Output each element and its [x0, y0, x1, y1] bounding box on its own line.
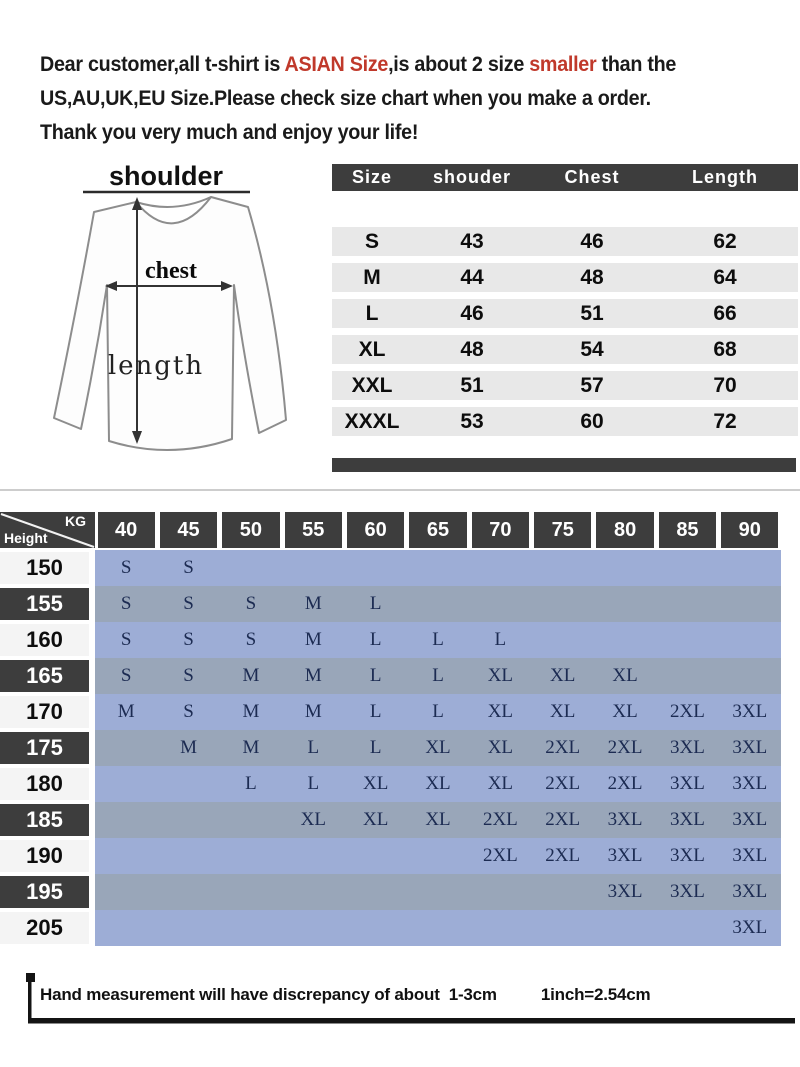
matrix-size-cell — [719, 658, 781, 694]
matrix-size-cell: 3XL — [594, 802, 656, 838]
size-table-cell-shoulder: 51 — [460, 373, 484, 397]
size-table-row — [332, 335, 798, 364]
matrix-size-cell: 3XL — [719, 766, 781, 802]
measurement-note: Hand measurement will have discrepancy of about 1-3cm — [40, 985, 497, 1004]
matrix-size-cell — [220, 874, 282, 910]
shoulder-label: shoulder — [108, 161, 224, 191]
matrix-size-cell: 3XL — [656, 766, 718, 802]
matrix-size-cell — [594, 622, 656, 658]
matrix-size-cell: 2XL — [532, 838, 594, 874]
notice-line-3: Thank you very much and enjoy your life! — [40, 121, 419, 144]
section-divider — [0, 489, 800, 491]
matrix-size-cell: S — [157, 658, 219, 694]
matrix-size-cell — [719, 622, 781, 658]
matrix-size-cell: S — [157, 550, 219, 586]
size-table-cell-size: XL — [358, 337, 386, 361]
matrix-size-cell — [469, 874, 531, 910]
matrix-size-cell: M — [157, 730, 219, 766]
matrix-size-cell: M — [282, 622, 344, 658]
matrix-size-cell: XL — [282, 802, 344, 838]
matrix-size-cell — [95, 730, 157, 766]
matrix-size-cell — [407, 550, 469, 586]
size-table-cell-chest: 60 — [580, 409, 604, 433]
size-table-cell-chest: 48 — [580, 265, 604, 289]
matrix-row — [0, 658, 781, 694]
matrix-size-cell — [532, 550, 594, 586]
size-table-row — [332, 263, 798, 292]
matrix-size-cell: 3XL — [656, 874, 718, 910]
size-table-header-length: Length — [692, 167, 758, 187]
matrix-size-cell — [282, 550, 344, 586]
matrix-size-cell — [469, 550, 531, 586]
size-table-row — [332, 227, 798, 256]
matrix-row — [0, 550, 781, 586]
matrix-size-cell — [407, 586, 469, 622]
matrix-size-cell — [95, 838, 157, 874]
size-table-cell-chest: 57 — [580, 373, 604, 397]
matrix-weight-label: 45 — [160, 512, 217, 548]
matrix-weight-label: 90 — [721, 512, 778, 548]
matrix-row — [0, 910, 781, 946]
matrix-size-cell — [282, 910, 344, 946]
matrix-size-cell: 3XL — [719, 874, 781, 910]
size-table-header-shoulder: shouder — [432, 167, 511, 187]
matrix-size-cell: 3XL — [719, 694, 781, 730]
matrix-size-cell: 3XL — [656, 838, 718, 874]
matrix-size-cell: L — [344, 622, 406, 658]
matrix-row — [0, 766, 781, 802]
matrix-size-cell — [594, 550, 656, 586]
matrix-size-cell: M — [220, 658, 282, 694]
matrix-height-label: 150 — [0, 552, 89, 584]
matrix-size-cell — [157, 874, 219, 910]
matrix-weight-label: 85 — [659, 512, 716, 548]
matrix-size-cell: L — [344, 586, 406, 622]
matrix-size-cell — [594, 910, 656, 946]
size-table-cell-chest: 51 — [580, 301, 604, 325]
size-table-cell-size: XXXL — [344, 409, 400, 433]
matrix-size-cell: XL — [469, 694, 531, 730]
matrix-size-cell: S — [95, 550, 157, 586]
matrix-size-cell: 2XL — [656, 694, 718, 730]
matrix-size-cell: XL — [532, 694, 594, 730]
matrix-size-cell — [220, 550, 282, 586]
matrix-row — [0, 730, 781, 766]
size-table-body — [332, 227, 798, 436]
matrix-size-cell — [220, 910, 282, 946]
matrix-size-cell — [407, 910, 469, 946]
matrix-size-cell: S — [95, 658, 157, 694]
matrix-size-cell: S — [220, 622, 282, 658]
chest-label: chest — [145, 258, 197, 284]
matrix-height-label: 155 — [0, 588, 89, 620]
shirt-measurement-diagram — [28, 152, 323, 487]
matrix-size-cell: XL — [469, 658, 531, 694]
matrix-size-cell: XL — [594, 694, 656, 730]
size-table-cell-shoulder: 53 — [460, 409, 484, 433]
matrix-size-cell — [157, 910, 219, 946]
matrix-size-cell: 2XL — [469, 802, 531, 838]
matrix-height-label: 180 — [0, 768, 89, 800]
matrix-size-cell: XL — [594, 658, 656, 694]
matrix-height-label: 170 — [0, 696, 89, 728]
size-table-row — [332, 371, 798, 400]
matrix-size-cell — [594, 586, 656, 622]
matrix-size-cell: XL — [532, 658, 594, 694]
size-table-cell-length: 62 — [713, 229, 737, 253]
matrix-size-cell: XL — [344, 766, 406, 802]
length-label: length — [107, 351, 205, 381]
matrix-size-cell — [719, 550, 781, 586]
matrix-size-cell — [282, 874, 344, 910]
matrix-size-cell — [532, 622, 594, 658]
size-table-cell-shoulder: 43 — [460, 229, 484, 253]
matrix-height-label: 185 — [0, 804, 89, 836]
size-table-cell-size: L — [365, 301, 379, 325]
matrix-size-cell — [656, 550, 718, 586]
size-table-cell-chest: 54 — [580, 337, 604, 361]
matrix-row — [0, 874, 781, 910]
matrix-size-cell: 3XL — [594, 838, 656, 874]
size-table-bottom-bar — [332, 458, 796, 472]
size-table-row — [332, 407, 798, 436]
size-table-cell-length: 66 — [713, 301, 737, 325]
notice-line-2: US,AU,UK,EU Size.Please check size chart when you make a order. — [40, 87, 651, 110]
matrix-size-cell — [344, 874, 406, 910]
matrix-size-cell: 3XL — [594, 874, 656, 910]
matrix-size-cell: 2XL — [532, 730, 594, 766]
matrix-size-cell — [469, 910, 531, 946]
matrix-size-cell — [344, 910, 406, 946]
matrix-size-cell — [407, 874, 469, 910]
size-table-cell-length: 68 — [713, 337, 737, 361]
size-table-cell-length: 64 — [713, 265, 737, 289]
matrix-height-label: 205 — [0, 912, 89, 944]
size-table-cell-shoulder: 44 — [460, 265, 484, 289]
notice-segment: Dear customer,all t-shirt is — [40, 53, 285, 76]
matrix-size-cell: 3XL — [656, 802, 718, 838]
notice-line-1 — [40, 48, 800, 82]
notice-highlight: ASIAN Size — [284, 53, 389, 76]
size-table-cell-length: 70 — [713, 373, 737, 397]
matrix-size-cell — [344, 838, 406, 874]
matrix-size-cell — [220, 802, 282, 838]
matrix-weight-label: 40 — [98, 512, 155, 548]
matrix-size-cell: S — [220, 586, 282, 622]
height-weight-matrix — [0, 512, 781, 946]
matrix-size-cell — [95, 910, 157, 946]
matrix-size-cell: L — [407, 694, 469, 730]
matrix-size-cell — [532, 910, 594, 946]
matrix-height-label: 190 — [0, 840, 89, 872]
matrix-size-cell: M — [95, 694, 157, 730]
matrix-weight-label: 70 — [472, 512, 529, 548]
matrix-size-cell: XL — [407, 766, 469, 802]
matrix-size-cell: M — [220, 694, 282, 730]
matrix-size-cell: S — [95, 586, 157, 622]
matrix-size-cell: L — [282, 766, 344, 802]
size-table-header-size: Size — [351, 167, 393, 187]
matrix-size-cell — [282, 838, 344, 874]
matrix-size-cell: L — [469, 622, 531, 658]
notice-segment: than the — [596, 53, 677, 76]
shirt-outline — [54, 197, 286, 450]
matrix-row — [0, 586, 781, 622]
matrix-weight-label: 50 — [222, 512, 279, 548]
matrix-size-cell: 3XL — [656, 730, 718, 766]
matrix-size-cell — [95, 802, 157, 838]
matrix-size-cell — [157, 802, 219, 838]
matrix-corner-cell — [0, 512, 95, 548]
matrix-row — [0, 802, 781, 838]
size-table-header — [332, 164, 798, 191]
matrix-size-cell: 3XL — [719, 802, 781, 838]
corner-kg-label: KG — [65, 513, 86, 529]
matrix-size-cell: 3XL — [719, 838, 781, 874]
size-table-cell-size: M — [363, 265, 381, 289]
matrix-size-cell: M — [282, 586, 344, 622]
matrix-row — [0, 622, 781, 658]
notice-highlight: smaller — [529, 53, 597, 76]
size-table-header-chest: Chest — [564, 167, 620, 187]
matrix-size-cell: L — [407, 622, 469, 658]
size-table-row — [332, 299, 798, 328]
matrix-weight-label: 55 — [285, 512, 342, 548]
matrix-size-cell: 2XL — [532, 802, 594, 838]
matrix-size-cell: 3XL — [719, 730, 781, 766]
matrix-size-cell — [95, 874, 157, 910]
matrix-size-cell: XL — [407, 802, 469, 838]
matrix-size-cell: L — [344, 694, 406, 730]
matrix-size-cell: M — [220, 730, 282, 766]
size-table-cell-size: XXL — [351, 373, 393, 397]
matrix-size-cell: M — [282, 658, 344, 694]
matrix-size-cell — [532, 874, 594, 910]
matrix-body — [0, 550, 781, 946]
notice-segment: ,is about 2 size — [388, 53, 530, 76]
size-table-cell-chest: 46 — [580, 229, 604, 253]
matrix-height-label: 165 — [0, 660, 89, 692]
size-table-cell-shoulder: 46 — [460, 301, 484, 325]
size-table — [332, 164, 798, 443]
matrix-height-label: 160 — [0, 624, 89, 656]
matrix-size-cell — [719, 586, 781, 622]
matrix-size-cell: S — [95, 622, 157, 658]
matrix-weight-label: 80 — [596, 512, 653, 548]
footer-text — [40, 985, 650, 1005]
matrix-size-cell — [220, 838, 282, 874]
matrix-size-cell: L — [344, 658, 406, 694]
matrix-size-cell — [532, 586, 594, 622]
matrix-size-cell: S — [157, 622, 219, 658]
matrix-size-cell — [95, 766, 157, 802]
matrix-size-cell: 3XL — [719, 910, 781, 946]
matrix-size-cell — [656, 586, 718, 622]
matrix-weight-header — [0, 512, 781, 548]
matrix-size-cell — [656, 658, 718, 694]
matrix-size-cell: XL — [469, 766, 531, 802]
size-table-cell-shoulder: 48 — [460, 337, 484, 361]
matrix-row — [0, 838, 781, 874]
matrix-size-cell: XL — [407, 730, 469, 766]
matrix-size-cell: 2XL — [594, 730, 656, 766]
inch-conversion: 1inch=2.54cm — [540, 985, 651, 1004]
matrix-size-cell — [157, 766, 219, 802]
matrix-size-cell: L — [282, 730, 344, 766]
matrix-size-cell: L — [220, 766, 282, 802]
matrix-size-cell — [344, 550, 406, 586]
matrix-size-cell: S — [157, 694, 219, 730]
notice — [40, 48, 800, 150]
matrix-size-cell: L — [407, 658, 469, 694]
size-table-cell-length: 72 — [713, 409, 737, 433]
size-table-cell-size: S — [364, 229, 379, 253]
matrix-size-cell — [157, 838, 219, 874]
matrix-weight-label: 75 — [534, 512, 591, 548]
matrix-size-cell: M — [282, 694, 344, 730]
matrix-size-cell — [656, 622, 718, 658]
matrix-height-label: 175 — [0, 732, 89, 764]
matrix-size-cell — [407, 838, 469, 874]
matrix-weight-label: 65 — [409, 512, 466, 548]
matrix-row — [0, 694, 781, 730]
collar-line — [136, 197, 211, 207]
matrix-size-cell: 2XL — [532, 766, 594, 802]
matrix-size-cell: L — [344, 730, 406, 766]
matrix-size-cell: S — [157, 586, 219, 622]
matrix-size-cell — [469, 586, 531, 622]
matrix-size-cell: 2XL — [594, 766, 656, 802]
matrix-weight-label: 60 — [347, 512, 404, 548]
matrix-size-cell: 2XL — [469, 838, 531, 874]
matrix-size-cell: XL — [344, 802, 406, 838]
matrix-size-cell: XL — [469, 730, 531, 766]
matrix-height-label: 195 — [0, 876, 89, 908]
corner-height-label: Height — [4, 530, 48, 546]
matrix-size-cell — [656, 910, 718, 946]
